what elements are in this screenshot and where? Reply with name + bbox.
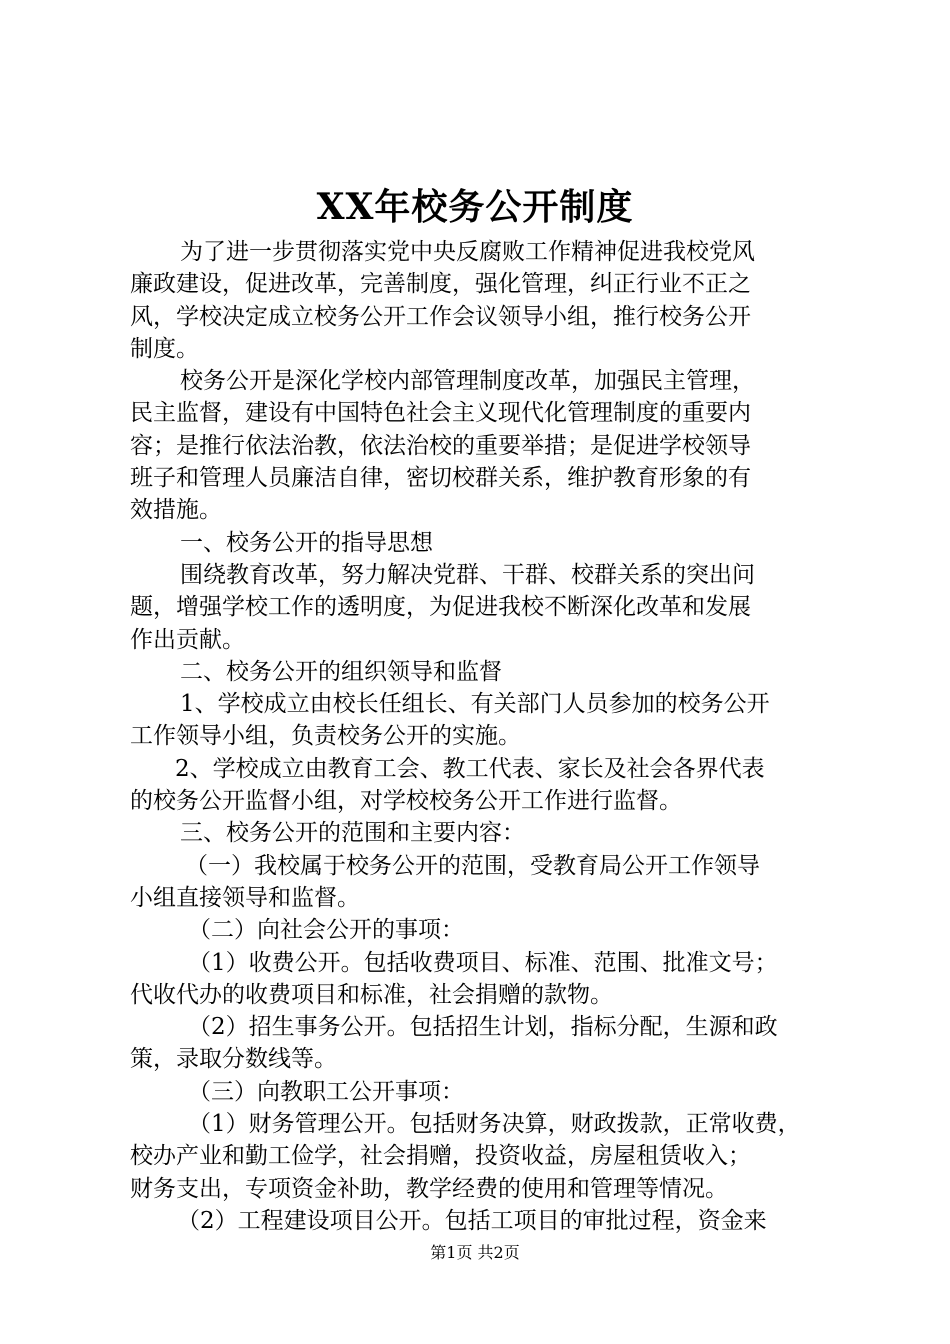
text-line: 校办产业和勤工俭学，社会捐赠，投资收益，房屋租赁收入； bbox=[130, 1143, 751, 1170]
text-line: 1、学校成立由校长任组长、有关部门人员参加的校务公开 bbox=[180, 691, 770, 718]
text-line: 廉政建设，促进改革，完善制度，强化管理，纠正行业不正之 bbox=[130, 271, 751, 298]
text-line: 制度。 bbox=[130, 335, 199, 362]
text-line: 代收代办的收费项目和标准，社会捐赠的款物。 bbox=[130, 981, 613, 1008]
text-line: 策，录取分数线等。 bbox=[130, 1046, 337, 1073]
text-line: 效措施。 bbox=[130, 497, 222, 524]
text-line: （1）财务管理公开。包括财务决算，财政拨款，正常收费， bbox=[188, 1111, 801, 1138]
subsection-heading: （二）向社会公开的事项： bbox=[188, 917, 464, 944]
section-heading: 三、校务公开的范围和主要内容： bbox=[180, 820, 525, 847]
text-line: 小组直接领导和监督。 bbox=[130, 884, 360, 911]
text-line: 民主监督，建设有中国特色社会主义现代化管理制度的重要内 bbox=[130, 400, 751, 427]
text-line: （一）我校属于校务公开的范围，受教育局公开工作领导 bbox=[185, 852, 760, 879]
text-line: （2）招生事务公开。包括招生计划，指标分配，生源和政 bbox=[188, 1014, 778, 1041]
text-line: （1）收费公开。包括收费项目、标准、范围、批准文号； bbox=[188, 949, 778, 976]
text-line: 工作领导小组，负责校务公开的实施。 bbox=[130, 723, 521, 750]
text-line: 班子和管理人员廉洁自律，密切校群关系，维护教育形象的有 bbox=[130, 465, 751, 492]
text-line: 财务支出，专项资金补助，教学经费的使用和管理等情况。 bbox=[130, 1175, 728, 1202]
document-body bbox=[130, 236, 850, 1237]
text-line: 围绕教育改革，努力解决党群、干群、校群关系的突出问 bbox=[180, 561, 755, 588]
text-line: 风，学校决定成立校务公开工作会议领导小组，推行校务公开 bbox=[130, 303, 751, 330]
section-heading: 一、校务公开的指导思想 bbox=[180, 529, 433, 556]
subsection-heading: （三）向教职工公开事项： bbox=[188, 1078, 464, 1105]
page-footer: 第1页 共2页 bbox=[430, 1243, 520, 1262]
text-line: （2）工程建设项目公开。包括工项目的审批过程，资金来 bbox=[177, 1207, 767, 1234]
text-line: 校务公开是深化学校内部管理制度改革，加强民主管理， bbox=[180, 368, 755, 395]
text-line: 容；是推行依法治教，依法治校的重要举措；是促进学校领导 bbox=[130, 432, 751, 459]
document-title: XX年校务公开制度 bbox=[316, 186, 634, 228]
text-line: 2、学校成立由教育工会、教工代表、家长及社会各界代表 bbox=[175, 755, 765, 782]
text-line: 题，增强学校工作的透明度，为促进我校不断深化改革和发展 bbox=[130, 594, 751, 621]
section-heading: 二、校务公开的组织领导和监督 bbox=[180, 658, 502, 685]
text-line: 的校务公开监督小组，对学校校务公开工作进行监督。 bbox=[130, 788, 682, 815]
text-line: 为了进一步贯彻落实党中央反腐败工作精神促进我校党风 bbox=[180, 239, 755, 265]
text-line: 作出贡献。 bbox=[130, 626, 245, 653]
